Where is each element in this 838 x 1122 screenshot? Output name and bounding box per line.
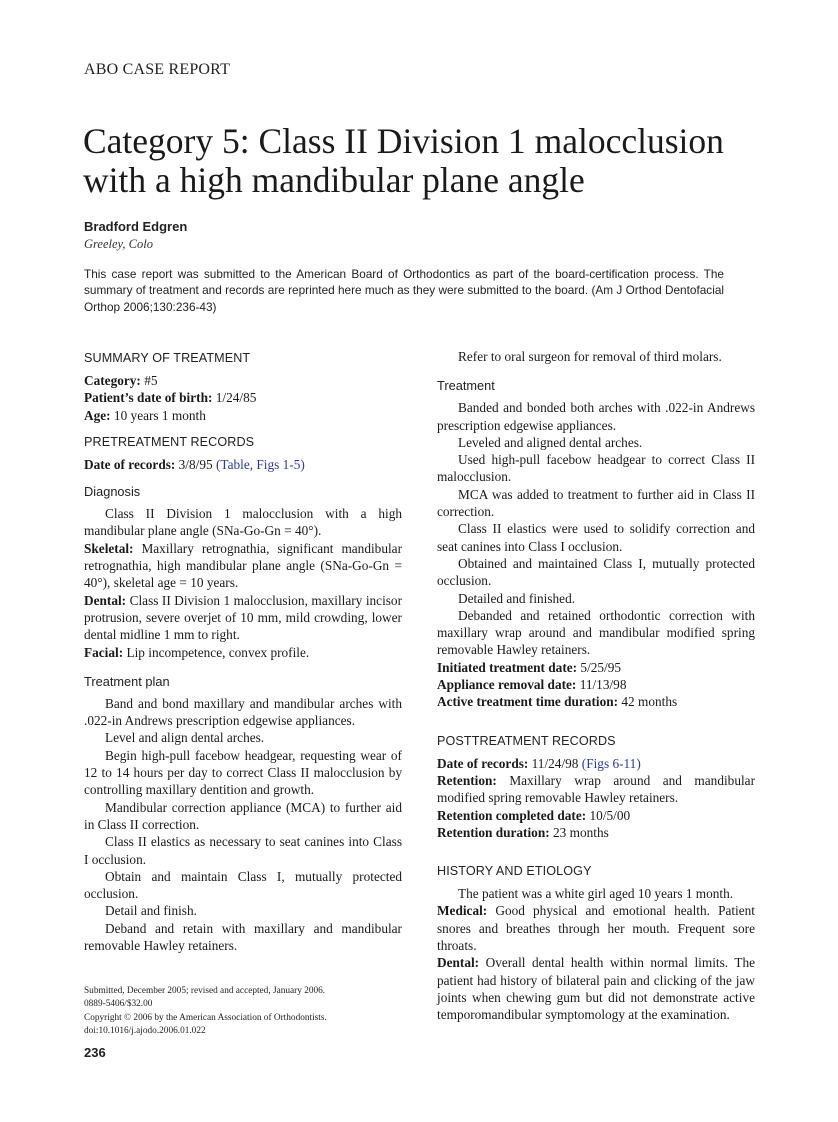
subheading-treatment: Treatment bbox=[437, 378, 495, 394]
running-head: ABO CASE REPORT bbox=[84, 61, 231, 78]
value: 11/13/98 bbox=[579, 677, 627, 693]
label: Retention: bbox=[437, 772, 497, 788]
treatment-initiated bbox=[437, 659, 755, 676]
section-heading-summary: SUMMARY OF TREATMENT bbox=[84, 351, 251, 365]
treatment-item: Class II elastics were used to solidify correction and seat canines into Class I occlusion. bbox=[437, 521, 755, 554]
text: Maxillary wrap around and mandibular modified spring removable Hawley retainers. bbox=[437, 772, 755, 806]
page-number: 236 bbox=[84, 1045, 106, 1060]
right-column bbox=[437, 348, 755, 1024]
diagnosis-skeletal bbox=[84, 540, 402, 592]
history-medical bbox=[437, 902, 755, 954]
treatment-item: Used high-pull facebow headgear to correct Class II malocclusion. bbox=[437, 452, 755, 485]
posttreatment-duration bbox=[437, 824, 755, 841]
section-heading-history: HISTORY AND ETIOLOGY bbox=[437, 864, 592, 879]
posttreatment-retention bbox=[437, 772, 755, 807]
treatment-duration bbox=[437, 693, 755, 710]
left-column bbox=[84, 348, 402, 954]
text: Maxillary retrognathia, significant mandibular retrognathia, high mandibular plane angle (SNa-Go-Gn = 40°), skeletal age = 10 years. bbox=[84, 540, 402, 591]
history-intro: The patient was a white girl aged 10 years 1 month. bbox=[458, 886, 734, 902]
value: #5 bbox=[144, 373, 158, 388]
diagnosis-facial bbox=[84, 644, 402, 661]
history-dental bbox=[437, 954, 755, 1023]
posttreatment-date bbox=[437, 755, 755, 772]
author-name: Bradford Edgren bbox=[84, 219, 188, 234]
pretreatment-date bbox=[84, 456, 402, 473]
label: Medical: bbox=[437, 903, 488, 919]
text: Class II Division 1 malocclusion, maxillary incisor protrusion, severe overjet of 10 mm, mild crowding, lower dental midline 1 mm to right. bbox=[84, 592, 403, 643]
abstract: This case report was submitted to the American Board of Orthodontics as part of the board-certification process. The summary of treatment and records are reprinted here much as they were submitted to the board. (Am J Orthod Dentofacial Orthop 2006;130:236-43) bbox=[84, 267, 724, 314]
figs-1-5-link[interactable]: Figs 1-5 bbox=[256, 456, 301, 472]
treatment-item: Obtained and maintained Class I, mutually protected occlusion. bbox=[437, 555, 755, 589]
plan-item: Level and align dental arches. bbox=[105, 730, 265, 746]
subheading-diagnosis: Diagnosis bbox=[84, 484, 141, 500]
plan-item: Deband and retain with maxillary and mandibular removable Hawley retainers. bbox=[84, 920, 402, 954]
label: Age: bbox=[84, 407, 111, 423]
treatment-item: Detailed and finished. bbox=[458, 590, 576, 606]
label: Active treatment time duration: bbox=[437, 694, 619, 710]
value: 5/25/95 bbox=[580, 659, 622, 675]
label: Appliance removal date: bbox=[437, 677, 577, 693]
section-heading-pretreatment: PRETREATMENT RECORDS bbox=[84, 434, 255, 449]
treatment-item: Debanded and retained orthodontic correction with maxillary wrap around and mandibular modified spring removable Hawley retainers. bbox=[437, 607, 755, 658]
ref-sep: , bbox=[249, 456, 257, 472]
label: Dental: bbox=[437, 955, 480, 971]
label: Initiated treatment date: bbox=[437, 659, 578, 675]
refs-open: ( bbox=[581, 755, 587, 771]
section-heading-posttreatment: POSTTREATMENT RECORDS bbox=[437, 733, 616, 748]
plan-item: Refer to oral surgeon for removal of third molars. bbox=[458, 349, 722, 364]
footnote-line: Submitted, December 2005; revised and accepted, January 2006. bbox=[84, 986, 326, 996]
footnote-line: 0889-5406/$32.00 bbox=[84, 999, 153, 1010]
treatment-item: Leveled and aligned dental arches. bbox=[458, 434, 643, 450]
refs-close: ) bbox=[636, 755, 641, 771]
value: 10 years 1 month bbox=[113, 407, 206, 423]
text: Lip incompetence, convex profile. bbox=[126, 644, 310, 660]
text: Overall dental health within normal limits. The patient had history of bilateral pain and clicking of the jaw joints when chewing gum but did not demonstrate active temporomandibular symptomology at the examination. bbox=[437, 955, 755, 1023]
value: 1/24/85 bbox=[215, 390, 257, 406]
refs-close: ) bbox=[300, 456, 305, 472]
treatment-removal bbox=[437, 676, 755, 693]
value: 23 months bbox=[552, 824, 609, 840]
label: Dental: bbox=[84, 592, 127, 608]
figs-6-11-link[interactable]: Figs 6-11 bbox=[586, 755, 637, 771]
plan-item: Begin high-pull facebow headgear, requesting wear of 12 to 14 hours per day to correct Class II malocclusion by controlling maxillary dentition and growth. bbox=[84, 747, 402, 798]
refs-open: ( bbox=[215, 456, 221, 472]
value: 3/8/95 bbox=[178, 456, 213, 472]
posttreatment-completed bbox=[437, 807, 755, 824]
plan-item: Obtain and maintain Class I, mutually protected occlusion. bbox=[84, 868, 402, 902]
plan-item: Mandibular correction appliance (MCA) to further aid in Class II correction. bbox=[84, 799, 402, 832]
summary-category bbox=[84, 372, 402, 389]
label: Retention completed date: bbox=[437, 807, 587, 823]
treatment-item: Banded and bonded both arches with .022-in Andrews prescription edgewise appliances. bbox=[437, 400, 755, 433]
author-affiliation: Greeley, Colo bbox=[84, 237, 153, 251]
footnote-line: doi:10.1016/j.ajodo.2006.01.022 bbox=[84, 1026, 206, 1037]
plan-item: Band and bond maxillary and mandibular arches with .022-in Andrews prescription edgewise appliances. bbox=[84, 695, 402, 729]
summary-age bbox=[84, 407, 402, 424]
treatment-item: MCA was added to treatment to further aid in Class II correction. bbox=[437, 486, 755, 520]
label: Patient’s date of birth: bbox=[84, 390, 213, 406]
value: 10/5/00 bbox=[589, 807, 631, 823]
footnote-line: Copyright © 2006 by the American Association of Orthodontists. bbox=[84, 1012, 327, 1023]
table-link[interactable]: Table bbox=[220, 456, 250, 472]
label: Date of records: bbox=[84, 456, 176, 472]
label: Retention duration: bbox=[437, 824, 550, 840]
label: Facial: bbox=[84, 644, 124, 660]
diagnosis-intro: Class II Division 1 malocclusion with a high mandibular plane angle (SNa-Go-Gn = 40°). bbox=[84, 506, 402, 539]
label: Date of records: bbox=[437, 755, 529, 771]
label: Category: bbox=[84, 373, 141, 388]
plan-item: Class II elastics as necessary to seat canines into Class I occlusion. bbox=[84, 834, 402, 867]
article-title: Category 5: Class II Division 1 malocclusion with a high mandibular plane angle bbox=[83, 121, 724, 200]
label: Skeletal: bbox=[84, 540, 134, 556]
subheading-treatment-plan: Treatment plan bbox=[84, 673, 170, 689]
footnote bbox=[84, 985, 414, 1039]
value: 11/24/98 bbox=[531, 755, 579, 771]
text: Good physical and emotional health. Patient snores and breathes through her mouth. Frequent sore throats. bbox=[437, 903, 755, 954]
value: 42 months bbox=[621, 694, 678, 710]
summary-dob bbox=[84, 389, 402, 406]
plan-item: Detail and finish. bbox=[105, 903, 197, 919]
diagnosis-dental bbox=[84, 592, 402, 644]
